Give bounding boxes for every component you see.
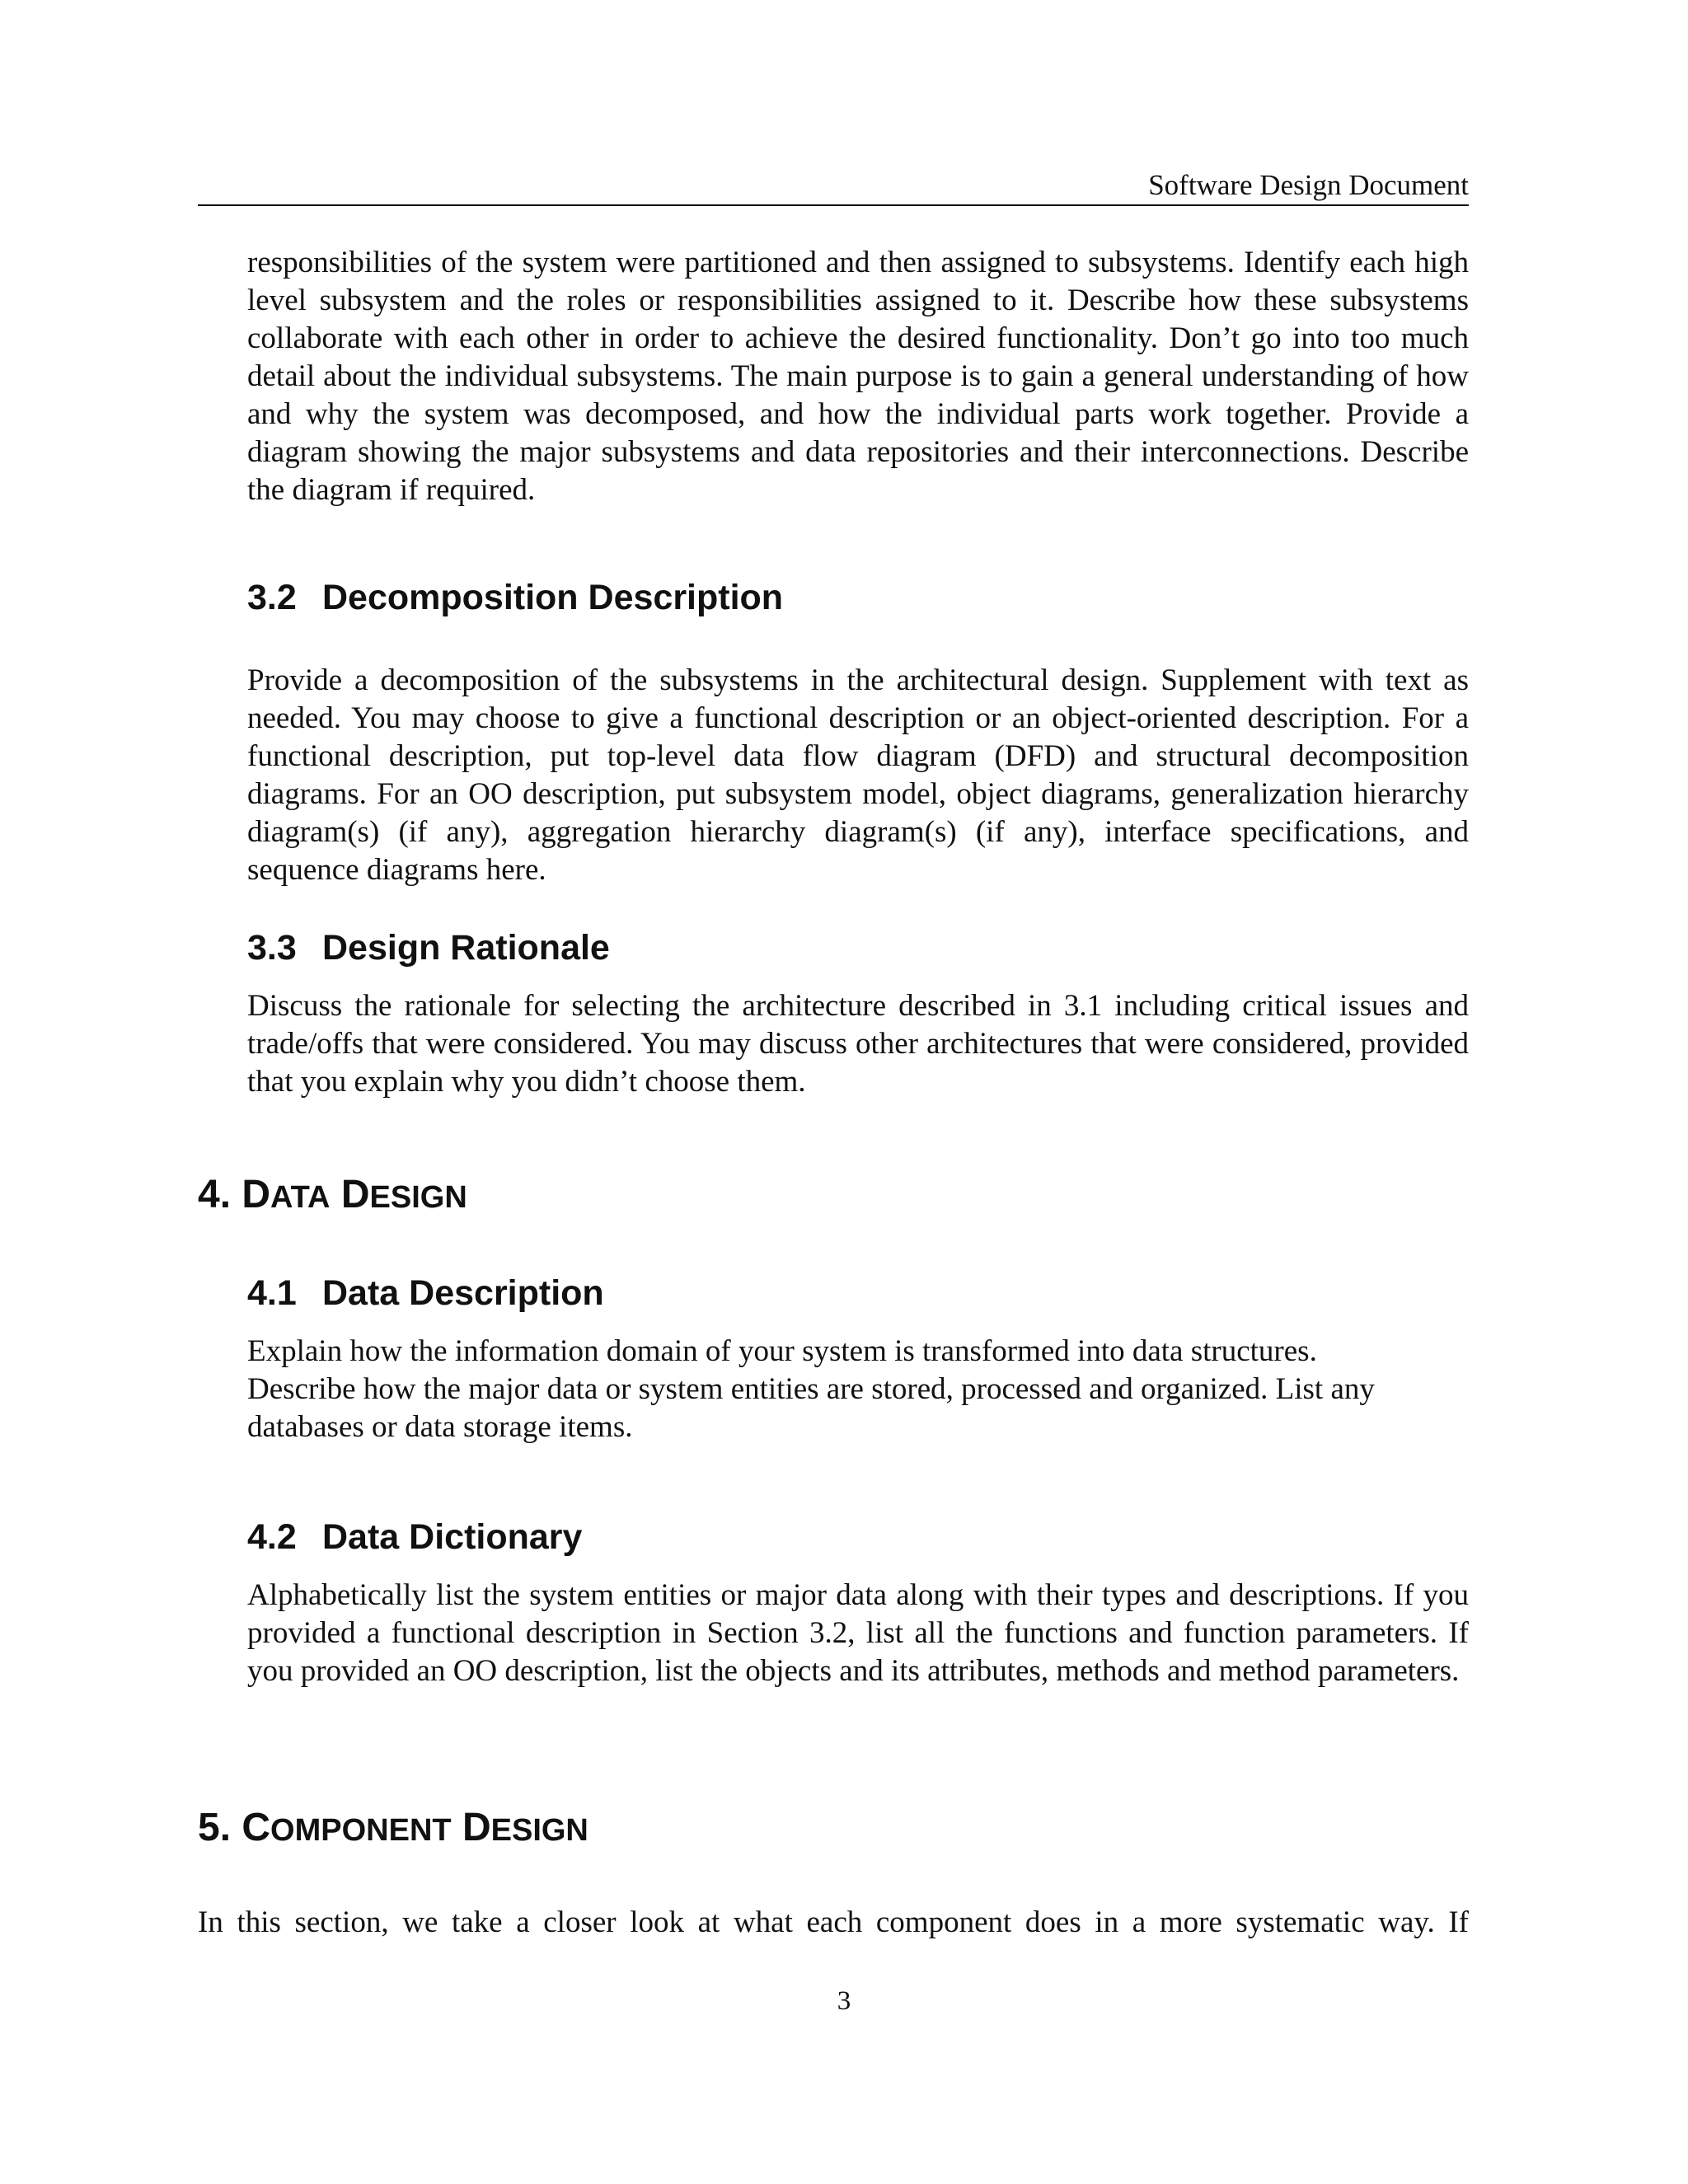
body-line: databases or data storage items. — [247, 1410, 633, 1444]
section-5-heading: 5. COMPONENT DESIGN — [198, 1806, 588, 1849]
section-5-body: In this section, we take a closer look at what each component does in a more systematic way. If — [198, 1905, 1469, 1939]
section-4-2-heading — [247, 1516, 582, 1558]
section-4-2-body: Alphabetically list the system entities or major data along with their types and descriptions. If you provided a functional description in Section 3.2, list all the functions and function parameters. If you provided an OO description, list the objects and its attributes, methods and method parameters. — [247, 1578, 1469, 1688]
section-3-2-heading — [247, 577, 783, 618]
section-4-1-body — [247, 1333, 1469, 1446]
header-rule — [198, 204, 1469, 206]
section-3-3-body: Discuss the rationale for selecting the architecture described in 3.1 including critical issues and trade/offs that were considered. You may discuss other architectures that were considered, provided that you explain why you didn’t choose them. — [247, 989, 1469, 1099]
page-number: 3 — [837, 1986, 851, 2016]
section-3-3-heading — [247, 927, 610, 968]
section-number: 4.2 — [247, 1517, 297, 1557]
body-line: Explain how the information domain of your system is transformed into data structures. — [247, 1334, 1317, 1368]
section-number: 4.1 — [247, 1273, 297, 1313]
section-title: Decomposition Description — [322, 578, 784, 617]
section-number: 3.3 — [247, 928, 297, 968]
section-3-2-body: Provide a decomposition of the subsystems in the architectural design. Supplement with text as needed. You may choose to give a functional description or an object-oriented description. For a functional description, put top-level data flow diagram (DFD) and structural decomposition diagrams. For an OO description, put subsystem model, object diagrams, generalization hierarchy diagram(s) (if any), aggregation hierarchy diagram(s) (if any), interface specifications, and sequence diagrams here. — [247, 663, 1469, 887]
intro-paragraph: responsibilities of the system were partitioned and then assigned to subsystems. Identify each high level subsystem and the roles or responsibilities assigned to it. Describe how these subsystems collaborate with each other in order to achieve the desired functionality. Don’t go into too much detail about the individual subsystems. The main purpose is to gain a general understanding of how and why the system was decomposed, and how the individual parts work together. Provide a diagram showing the major subsystems and data repositories and their interconnections. Describe the diagram if required. — [247, 246, 1469, 507]
section-number: 3.2 — [247, 578, 297, 617]
section-number: 5. — [198, 1806, 232, 1849]
section-title: Data Dictionary — [322, 1517, 583, 1557]
running-header: Software Design Document — [1148, 169, 1469, 201]
section-title: Design Rationale — [322, 928, 610, 968]
section-number: 4. — [198, 1173, 232, 1216]
body-line: Describe how the major data or system entities are stored, processed and organized. List any — [247, 1372, 1375, 1406]
section-4-1-heading — [247, 1272, 604, 1314]
section-title: Data Description — [322, 1273, 604, 1313]
section-4-heading: 4. DATA DESIGN — [198, 1173, 467, 1216]
